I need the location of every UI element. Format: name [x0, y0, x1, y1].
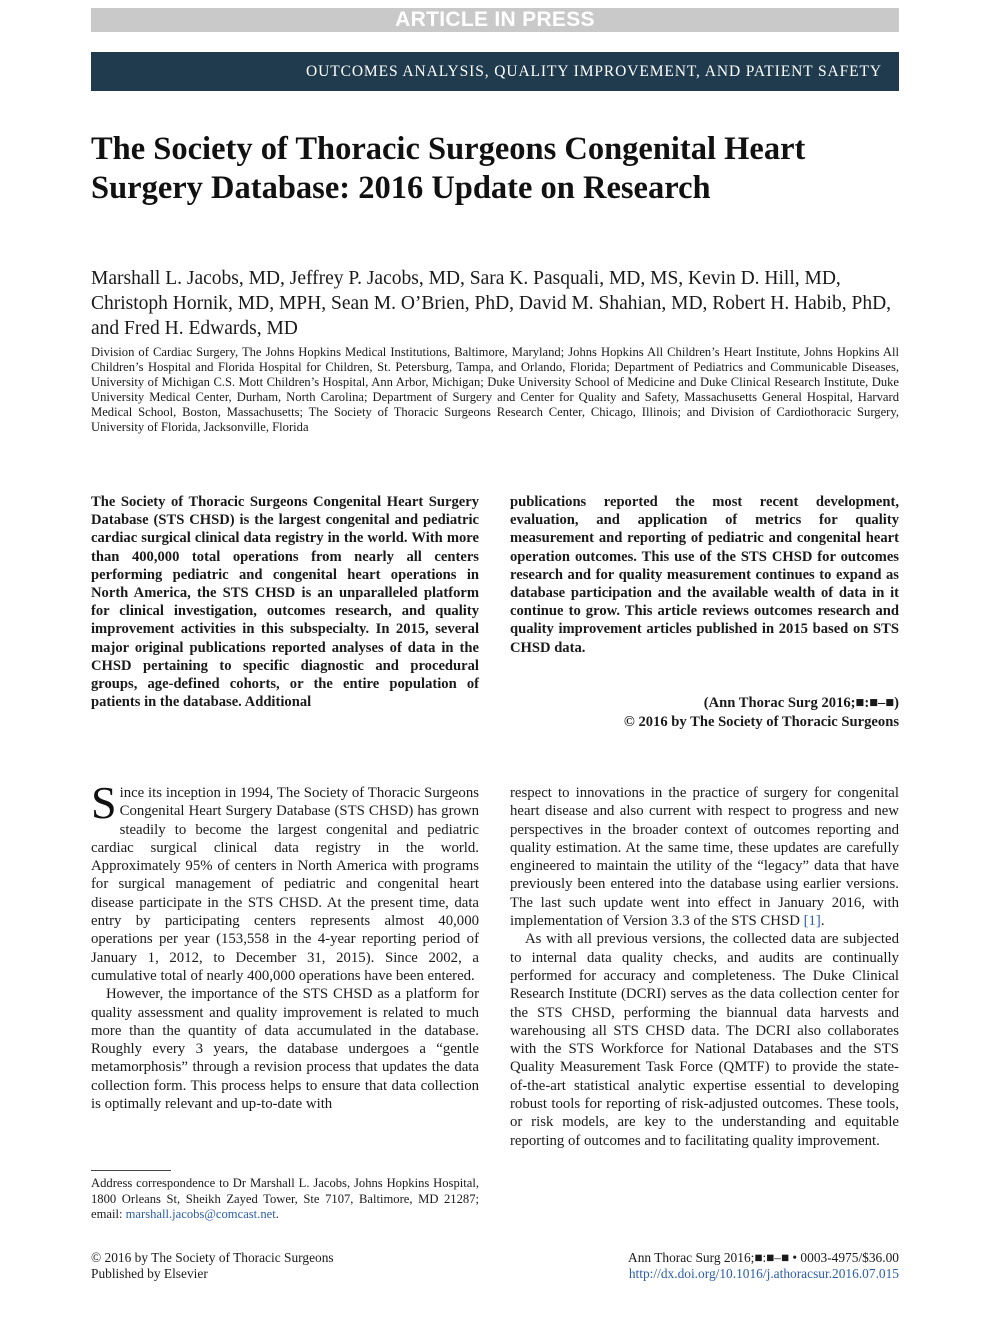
body-text: .: [820, 913, 825, 930]
footer-publisher: Published by Elsevier: [91, 1266, 208, 1281]
email-link[interactable]: marshall.jacobs@comcast.net: [125, 1207, 276, 1221]
citation-line: (Ann Thorac Surg 2016;■:■–■): [703, 695, 899, 711]
body-column-left: [91, 777, 479, 1113]
abstract-citation: [510, 694, 899, 732]
footer-journal: Ann Thorac Surg 2016;■:■–■ • 0003-4975/$36.00: [628, 1250, 899, 1265]
drop-cap: S: [91, 777, 117, 828]
footnote-end: .: [275, 1207, 279, 1221]
footer-left: [91, 1250, 491, 1282]
footer-copyright: © 2016 by The Society of Thoracic Surgeons: [91, 1250, 334, 1265]
body-paragraph: As with all previous versions, the collected data are subjected to internal data quality checks, and audits are continually performed for accuracy and completeness. The Duke Clinical Research Institute (DCRI) serves as the data collection center for the STS CHSD, performing the biannual data harvests and warehousing all STS CHSD data. The DCRI also collaborates with the STS Workforce for National Databases and the STS Quality Measurement Task Force (QMTF) to provide the state-of-the-art statistical analytic expertise essential to developing robust tools for reporting of risk-adjusted outcomes. These tools, or risk models, are key to the understanding and equitable reporting of outcomes and to facilitating quality improvement.: [510, 931, 899, 1149]
abstract-copyright: © 2016 by The Society of Thoracic Surgeons: [623, 714, 899, 730]
abstract-column-right: publications reported the most recent development, evaluation, and application of metrics for quality measurement and reporting of pediatric and congenital heart operation outcomes. This use of the STS CHSD for outcomes research and for quality measurement continues to expand as database participation and the available wealth of data in it continue to grow. This article reviews outcomes research and quality improvement articles published in 2015 based on STS CHSD data.: [510, 494, 899, 656]
correspondence-footnote: [91, 1176, 479, 1223]
section-header: OUTCOMES ANALYSIS, QUALITY IMPROVEMENT, AND PATIENT SAFETY: [91, 52, 899, 91]
abstract-column-left: The Society of Thoracic Surgeons Congenital Heart Surgery Database (STS CHSD) is the largest congenital and pediatric cardiac surgical clinical data registry in the world. With more than 400,000 total operations from nearly all centers performing pediatric and congenital heart operations in North America, the STS CHSD is an unparalleled platform for clinical investigation, outcomes research, and quality improvement activities in this subspecialty. In 2015, several major original publications reported analyses of data in the CHSD pertaining to specific diagnostic and procedural groups, age-defined cohorts, or the entire population of patients in the database. Additional: [91, 494, 479, 711]
footnote-text: Address correspondence to Dr Marshall L. Jacobs, Johns Hopkins Hospital, 1800 Orleans St, Sheikh Zayed Tower, Ste 7107, Baltimore, MD 21287; email:: [91, 1176, 479, 1221]
body-column-right: [510, 784, 899, 1150]
body-paragraph: However, the importance of the STS CHSD as a platform for quality assessment and quality improvement is related to much more than the quantity of data accumulated in the database. Roughly every 3 years, the database undergoes a “gentle metamorphosis” through a revision process that updates the data collection form. This process helps to ensure that data collection is optimally relevant and up-to-date with: [91, 986, 479, 1113]
body-paragraph: [510, 784, 899, 930]
reference-link[interactable]: [1]: [803, 913, 821, 930]
doi-link[interactable]: http://dx.doi.org/10.1016/j.athoracsur.2016.07.015: [628, 1266, 899, 1281]
affiliations: Division of Cardiac Surgery, The Johns Hopkins Medical Institutions, Baltimore, Maryland; Johns Hopkins All Children’s Heart Institute, Johns Hopkins All Children’s Hospital and Florida Hospital for Children, St. Petersburg, Tampa, and Orlando, Florida; Department of Pediatrics and Communicable Diseases, University of Michigan C.S. Mott Children’s Hospital, Ann Arbor, Michigan; Duke University School of Medicine and Duke Clinical Research Institute, Duke University Medical Center, Durham, North Carolina; Department of Surgery and Center for Quality and Safety, Massachusetts General Hospital, Harvard Medical School, Boston, Massachusetts; The Society of Thoracic Surgeons Research Center, Chicago, Illinois; and Division of Cardiothoracic Surgery, University of Florida, Jacksonville, Florida: [91, 345, 899, 434]
footer-right: [500, 1250, 899, 1282]
body-text: respect to innovations in the practice of surgery for congenital heart disease and also current with respect to progress and new perspectives in the broader context of outcomes reporting and quality estimation. At the same time, these updates are carefully engineered to maintain the utility of the “legacy” data that have previously been entered into the database using earlier versions. The last such update went into effect in January 2016, with implementation of Version 3.3 of the STS CHSD: [510, 785, 899, 930]
article-in-press-banner: ARTICLE IN PRESS: [91, 8, 899, 32]
article-title: The Society of Thoracic Surgeons Congenital Heart Surgery Database: 2016 Update on Research: [91, 131, 806, 206]
body-paragraph: [91, 777, 479, 985]
footnote-divider: [91, 1170, 171, 1171]
body-text: ince its inception in 1994, The Society of Thoracic Surgeons Congenital Heart Surgery Database (STS CHSD) has grown steadily to become the largest congenital and pediatric cardiac surgical clinical data registry in the world. Approximately 95% of centers in North America with programs for surgical management of pediatric and congenital heart disease participate in the STS CHSD. At the present time, data entry by participating centers represents almost 40,000 operations per year (153,558 in the 4-year reporting period of January 1, 2012, to December 31, 2015). Since 2002, a cumulative total of nearly 400,000 operations have been entered.: [91, 785, 479, 984]
author-list: Marshall L. Jacobs, MD, Jeffrey P. Jacobs, MD, Sara K. Pasquali, MD, MS, Kevin D. Hill, MD, Christoph Hornik, MD, MPH, Sean M. O’Brien, PhD, David M. Shahian, MD, Robert H. Habib, PhD, and Fred H. Edwards, MD: [91, 268, 892, 339]
